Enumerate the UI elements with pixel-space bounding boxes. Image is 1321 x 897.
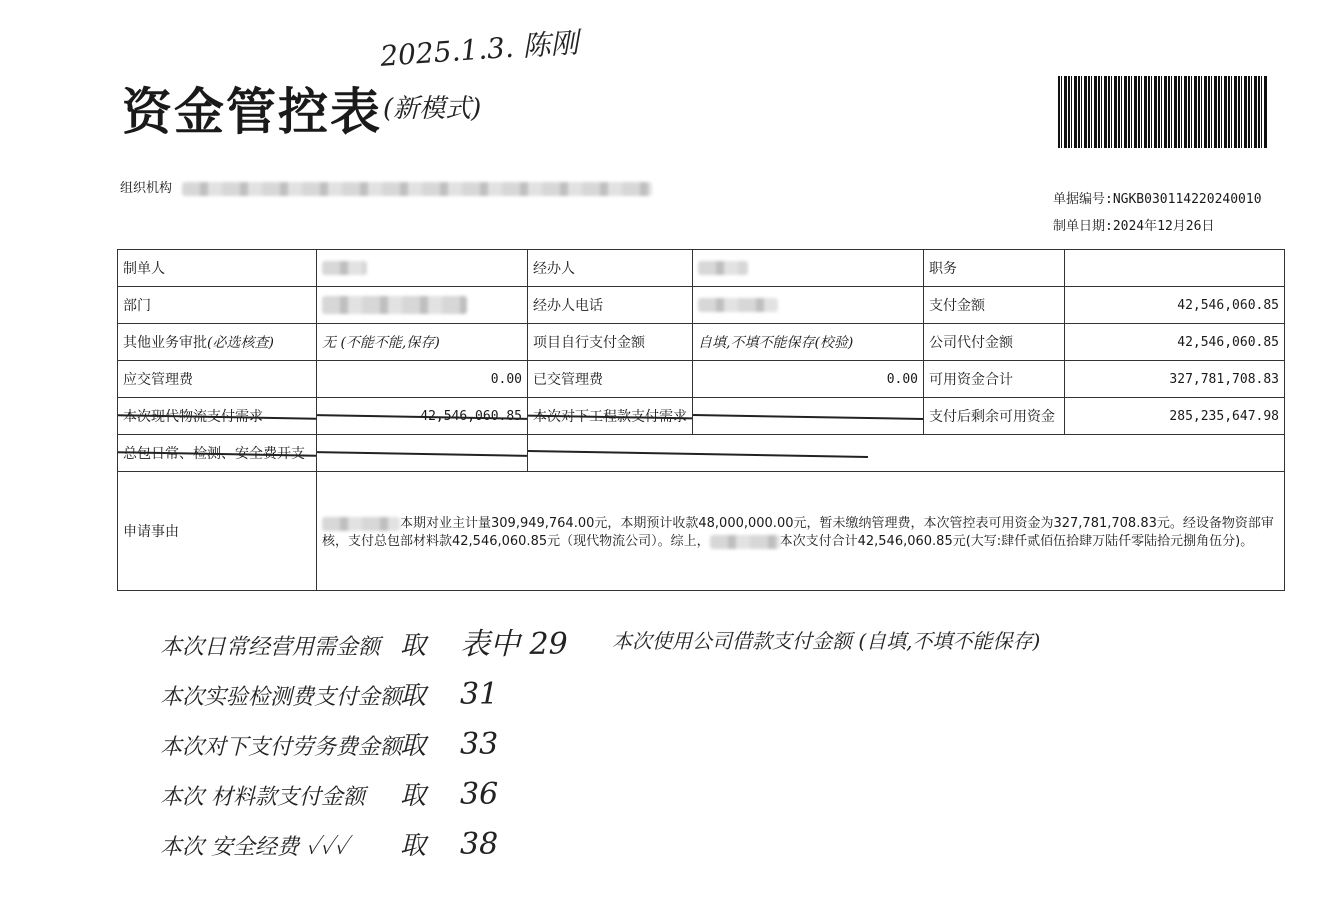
preparer-value bbox=[317, 250, 528, 287]
page-title: 资金管控表 bbox=[122, 82, 382, 141]
position-label: 职务 bbox=[924, 250, 1065, 287]
subcontract-demand-value bbox=[693, 398, 924, 435]
company-payment-label: 公司代付金额 bbox=[924, 324, 1065, 361]
hw-note-item: 本次实验检测费支付金额取 31 bbox=[160, 677, 499, 712]
hw-note-item: 本次 材料款支付金额 取 36 bbox=[160, 777, 499, 812]
logistics-demand-label: 本次现代物流支付需求 bbox=[118, 398, 317, 435]
general-expense-label: 总包日常、检测、安全费开支 bbox=[118, 435, 317, 472]
reason-label: 申请事由 bbox=[118, 472, 317, 591]
doc-number: 单据编号:NGKB030114220240010 bbox=[1053, 192, 1262, 207]
table-row bbox=[118, 398, 1285, 435]
handler-label: 经办人 bbox=[528, 250, 693, 287]
hw-right-note: 本次使用公司借款支付金额 (自填,不填不能保存) bbox=[612, 629, 1041, 653]
hw-note-item: 本次 安全经费 ✓✓✓ 取 38 bbox=[160, 827, 499, 862]
approval-note: (必选核查) bbox=[207, 335, 274, 351]
table-row bbox=[118, 472, 1285, 591]
redacted-project bbox=[322, 517, 400, 531]
logistics-demand-value: 42,546,060.85 bbox=[317, 398, 528, 435]
mgmt-fee-due-label: 应交管理费 bbox=[118, 361, 317, 398]
available-funds-value: 327,781,708.83 bbox=[1065, 361, 1285, 398]
remaining-funds-label: 支付后剩余可用资金 bbox=[924, 398, 1065, 435]
handler-phone-label: 经办人电话 bbox=[528, 287, 693, 324]
mgmt-fee-paid-value: 0.00 bbox=[693, 361, 924, 398]
title-note: (新模式) bbox=[383, 94, 482, 124]
control-form-table bbox=[117, 249, 1285, 591]
table-row bbox=[118, 435, 1285, 472]
general-expense-value bbox=[317, 435, 528, 472]
barcode bbox=[1058, 76, 1268, 148]
handwritten-date-signature: 2025.1.3. 陈刚 bbox=[379, 26, 580, 73]
self-payment-label: 项目自行支付金额 bbox=[528, 324, 693, 361]
available-funds-label: 可用资金合计 bbox=[924, 361, 1065, 398]
redacted-preparer bbox=[322, 261, 367, 275]
handler-phone-value bbox=[693, 287, 924, 324]
mgmt-fee-due-value: 0.00 bbox=[317, 361, 528, 398]
remaining-funds-value: 285,235,647.98 bbox=[1065, 398, 1285, 435]
table-row bbox=[118, 361, 1285, 398]
position-value bbox=[1065, 250, 1285, 287]
other-approval-label: 其他业务审批(必选核查) bbox=[118, 324, 317, 361]
redacted-org bbox=[182, 182, 652, 196]
redacted-project-2 bbox=[710, 535, 780, 549]
table-row bbox=[118, 250, 1285, 287]
other-approval-value: 无 (不能不能,保存) bbox=[317, 324, 528, 361]
department-label: 部门 bbox=[118, 287, 317, 324]
hw-note-item: 本次对下支付劳务费金额取 33 bbox=[160, 727, 499, 762]
redacted-handler bbox=[698, 261, 748, 275]
table-row bbox=[118, 324, 1285, 361]
handler-value bbox=[693, 250, 924, 287]
self-payment-value: 自填,不填不能保存(校验) bbox=[693, 324, 924, 361]
preparer-label: 制单人 bbox=[118, 250, 317, 287]
department-value bbox=[317, 287, 528, 324]
doc-date: 制单日期:2024年12月26日 bbox=[1053, 219, 1215, 234]
handwritten-notes bbox=[160, 620, 568, 870]
redacted-phone bbox=[698, 298, 778, 312]
hw-note-item: 本次日常经营用需金额 取 表中 29 bbox=[160, 627, 568, 662]
redacted-department bbox=[322, 296, 467, 314]
mgmt-fee-paid-label: 已交管理费 bbox=[528, 361, 693, 398]
payment-amount-label: 支付金额 bbox=[924, 287, 1065, 324]
org-label: 组织机构 bbox=[120, 181, 173, 196]
company-payment-value: 42,546,060.85 bbox=[1065, 324, 1285, 361]
table-row bbox=[118, 287, 1285, 324]
payment-amount-value: 42,546,060.85 bbox=[1065, 287, 1285, 324]
general-expense-blank bbox=[528, 435, 1285, 472]
reason-text: 本期对业主计量309,949,764.00元，本期预计收款48,000,000.00元，暂未缴纳管理费，本次管控表可用资金为327,781,708.83元。经设备物资部审核，支付总包部材料款42,546,060.85元（现代物流公司）。综上， 本次支付合计42,546,060.85元(大写:肆仟贰佰伍拾肆万陆仟零陆拾元捌角伍分)。 bbox=[317, 472, 1285, 591]
subcontract-demand-label: 本次对下工程款支付需求 bbox=[528, 398, 693, 435]
org-field bbox=[120, 177, 652, 196]
